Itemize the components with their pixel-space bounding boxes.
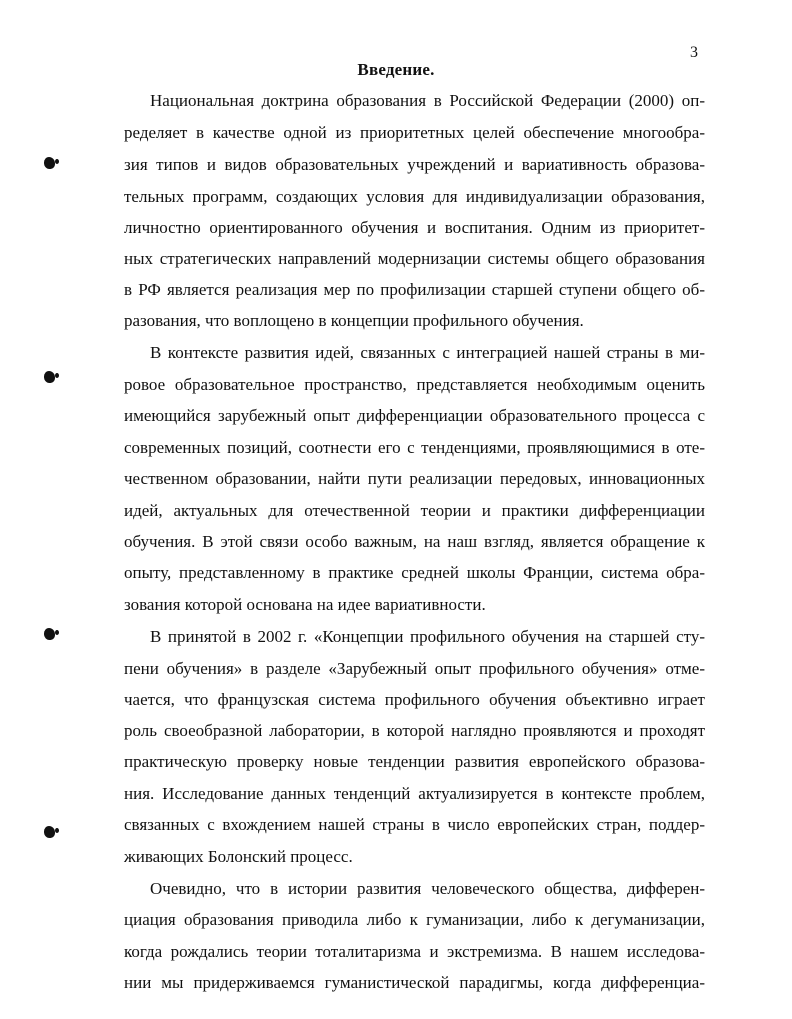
text-line: ровое образовательное пространство, представляется необходимым оценить xyxy=(124,375,705,394)
punch-hole-mark xyxy=(44,157,55,169)
text-line: идей, актуальных для отечественной теории и практики дифференциации xyxy=(124,501,705,520)
text-line: зия типов и видов образовательных учреждений и вариативность образова- xyxy=(124,155,705,174)
text-line: тельных программ, создающих условия для индивидуализации образования, xyxy=(124,187,705,206)
text-line: пени обучения» в разделе «Зарубежный опыт профильного обучения» отме- xyxy=(124,659,705,678)
text-line: чается, что французская система профильного обучения объективно играет xyxy=(124,690,705,709)
text-line: ных стратегических направлений модернизации системы общего образования xyxy=(124,249,705,268)
text-line: имеющийся зарубежный опыт дифференциации образовательного процесса с xyxy=(124,406,705,425)
text-line: в РФ является реализация мер по профилизации старшей ступени общего об- xyxy=(124,280,705,299)
text-line: опыту, представленному в практике средней школы Франции, система обра- xyxy=(124,563,705,582)
punch-hole-mark xyxy=(44,826,55,838)
text-line: циация образования приводила либо к гуманизации, либо к дегуманизации, xyxy=(124,910,705,929)
text-line: современных позиций, соотнести его с тенденциями, проявляющимися в оте- xyxy=(124,438,705,457)
text-line: разования, что воплощено в концепции профильного обучения. xyxy=(124,311,584,330)
text-line: зования которой основана на идее вариативности. xyxy=(124,595,486,614)
text-line: связанных с вхождением нашей страны в число европейских стран, поддер- xyxy=(124,815,705,834)
text-line: роль своеобразной лаборатории, в которой наглядно проявляются и проходят xyxy=(124,721,705,740)
text-line: практическую проверку новые тенденции развития европейского образова- xyxy=(124,752,705,771)
text-line: Очевидно, что в истории развития человеческого общества, дифферен- xyxy=(150,879,705,898)
text-line: чественном образовании, найти пути реализации передовых, инновационных xyxy=(124,469,705,488)
text-line: В контексте развития идей, связанных с интеграцией нашей страны в ми- xyxy=(150,343,705,362)
text-line: ния. Исследование данных тенденций актуализируется в контексте проблем, xyxy=(124,784,705,803)
text-line: обучения. В этой связи особо важным, на наш взгляд, является обращение к xyxy=(124,532,705,551)
punch-hole-mark xyxy=(44,371,55,383)
punch-hole-mark xyxy=(44,628,55,640)
page-number: 3 xyxy=(690,44,698,61)
text-line: живающих Болонский процесс. xyxy=(124,847,353,866)
text-line: ределяет в качестве одной из приоритетных целей обеспечение многообра- xyxy=(124,123,705,142)
text-line: нии мы придерживаемся гуманистической парадигмы, когда дифференциа- xyxy=(124,973,705,992)
text-line: личностно ориентированного обучения и воспитания. Одним из приоритет- xyxy=(124,218,705,237)
text-line: Национальная доктрина образования в Российской Федерации (2000) оп- xyxy=(150,91,705,110)
page-title: Введение. xyxy=(357,60,435,79)
text-line: когда рождались теории тоталитаризма и экстремизма. В нашем исследова- xyxy=(124,942,705,961)
text-line: В принятой в 2002 г. «Концепции профильного обучения на старшей сту- xyxy=(150,627,705,646)
